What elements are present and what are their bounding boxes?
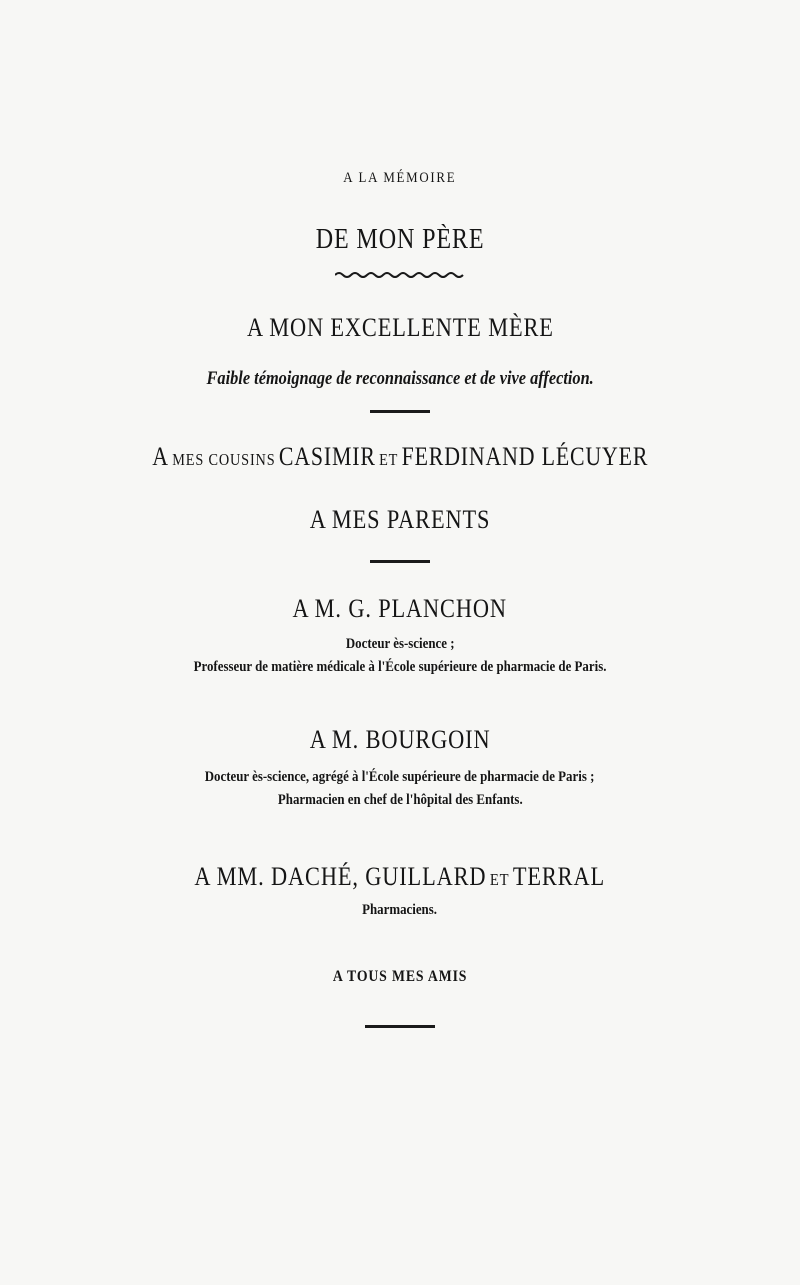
divider-rule — [370, 410, 430, 413]
planchon-line2: Professeur de matière médicale à l'École supérieure de pharmacie de Paris. — [193, 659, 607, 675]
memoire-title: DE MON PÈRE — [315, 224, 485, 255]
memoire-intro: A LA MÉMOIRE — [343, 170, 457, 186]
mere-subtitle: Faible témoignage de reconnaissance et de vive affection. — [206, 368, 594, 389]
mere-title: A MON EXCELLENTE MÈRE — [246, 313, 554, 342]
parents-title: A MES PARENTS — [309, 505, 491, 534]
cousins-line: A MES COUSINS CASIMIR ET FERDINAND LÉCUYER — [151, 442, 648, 471]
mm-title: A MM. DACHÉ, GUILLARD ET TERRAL — [194, 862, 606, 891]
end-rule — [365, 1025, 435, 1028]
planchon-line1: Docteur ès-science ; — [345, 636, 455, 652]
bourgoin-title: A M. BOURGOIN — [309, 725, 491, 754]
planchon-title: A M. G. PLANCHON — [292, 594, 508, 623]
divider-rule — [370, 560, 430, 563]
ornament-squiggle — [335, 270, 465, 280]
bourgoin-line2: Pharmacien en chef de l'hôpital des Enfants. — [277, 792, 523, 808]
amis-title: A TOUS MES AMIS — [332, 968, 468, 985]
bourgoin-line1: Docteur ès-science, agrégé à l'École supérieure de pharmacie de Paris ; — [205, 769, 595, 785]
mm-line1: Pharmaciens. — [362, 902, 438, 918]
